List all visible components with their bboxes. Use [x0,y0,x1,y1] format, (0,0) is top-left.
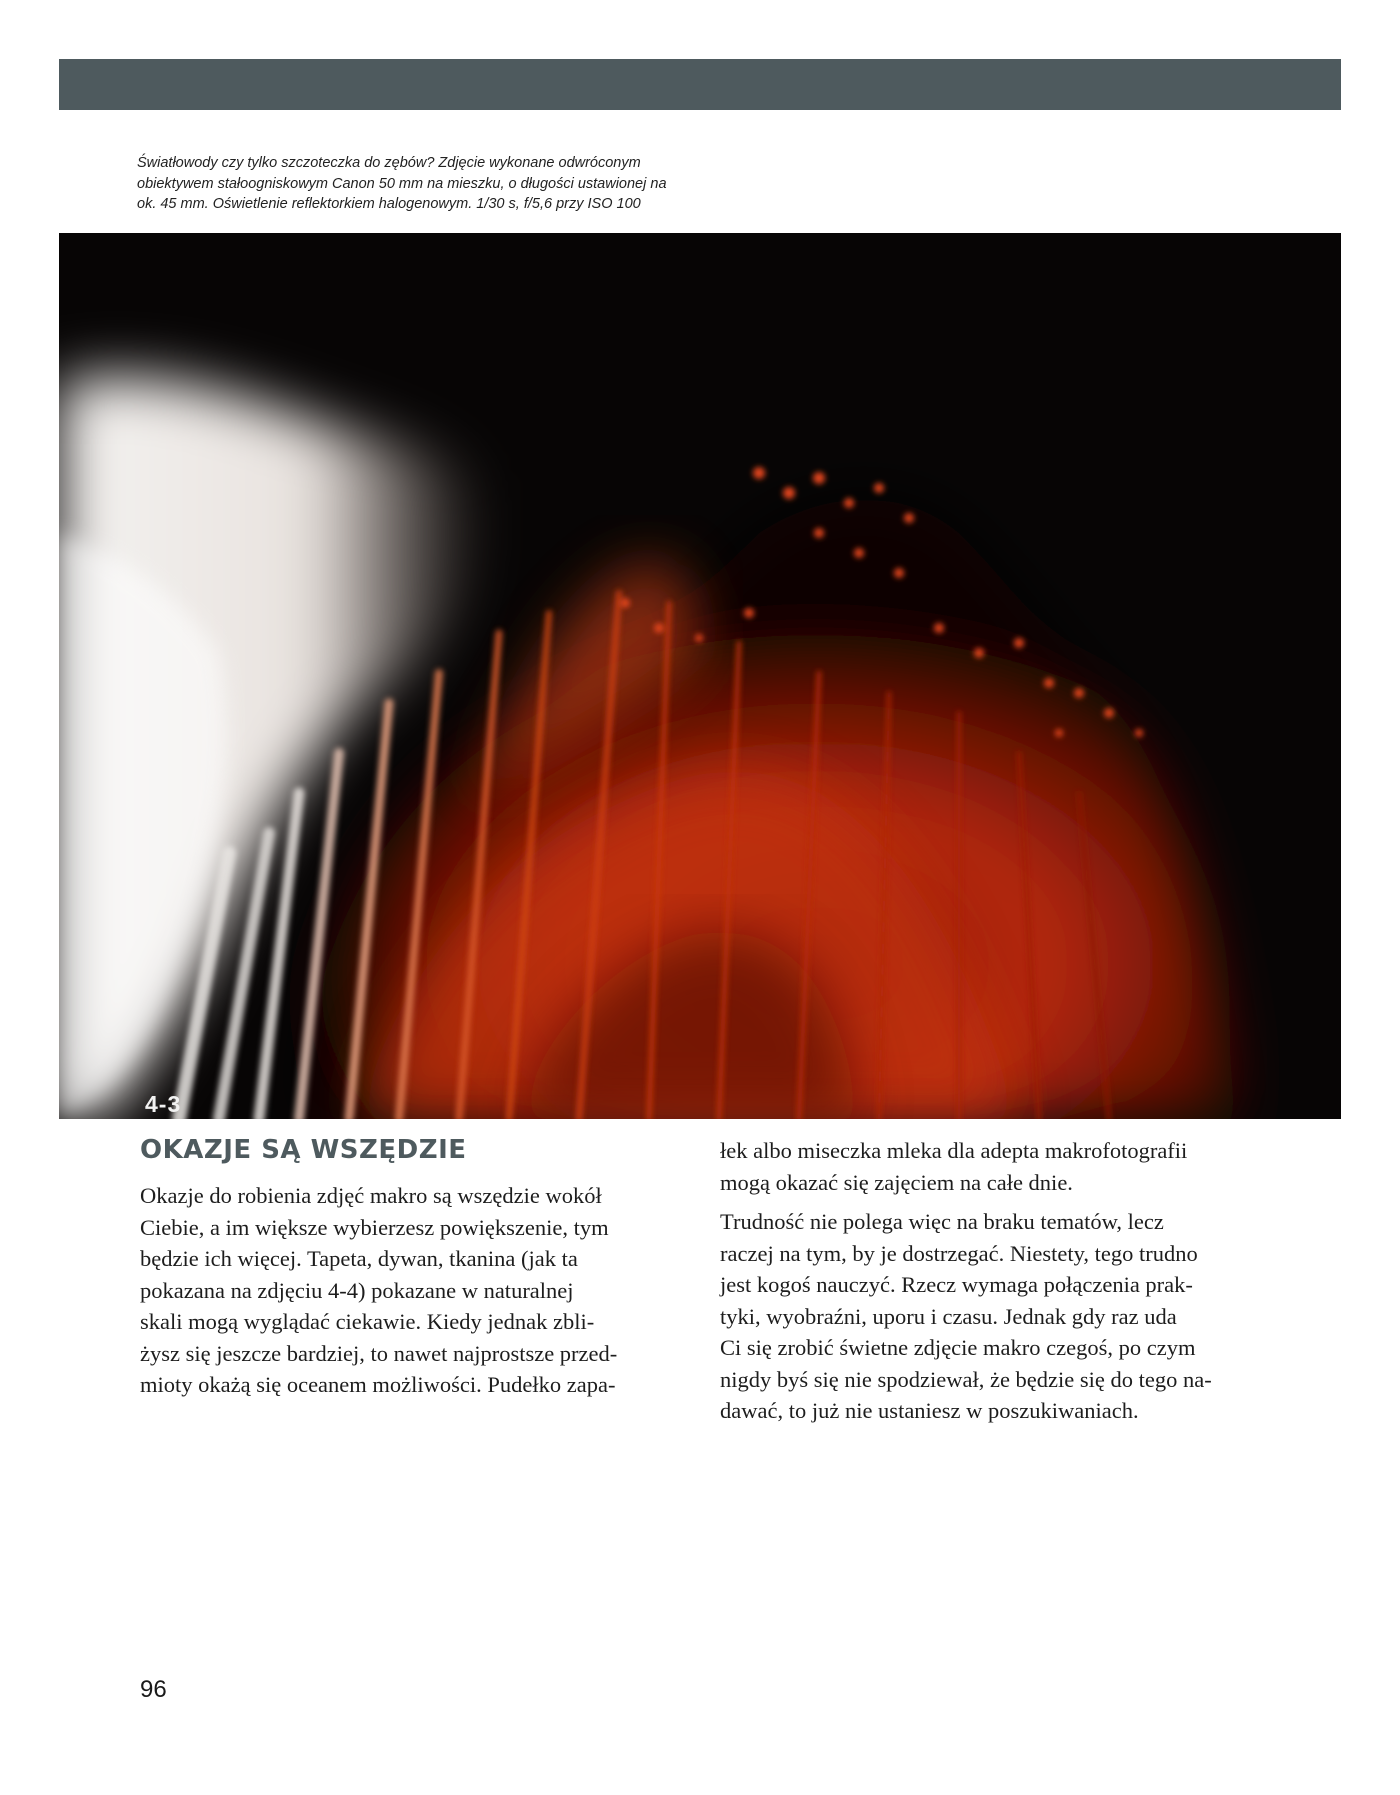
right-text-column [720,1135,1265,1427]
body-text-line: Trudność nie polega więc na braku tematów, lecz [720,1209,1164,1234]
section-heading: OKAZJE SĄ WSZĘDZIE [140,1135,467,1165]
caption-line: ok. 45 mm. Oświetlenie reflektorkiem halogenowym. 1/30 s, f/5,6 przy ISO 100 [137,196,641,212]
body-text-line: skali mogą wyglądać ciekawie. Kiedy jednak zbli- [140,1309,595,1334]
caption-line: Światłowody czy tylko szczoteczka do zębów? Zdjęcie wykonane odwróconym [137,155,641,171]
body-text-line: nigdy byś się nie spodziewał, że będzie się do tego na- [720,1366,1212,1392]
photo-illustration [59,233,1341,1119]
body-text-line: będzie ich więcej. Tapeta, dywan, tkanina (jak ta [140,1246,578,1271]
body-text-line: raczej na tym, by je dostrzegać. Niestety, tego trudno [720,1240,1198,1266]
body-text-line: Ciebie, a im większe wybierzesz powiększenie, tym [140,1214,609,1240]
body-text-line: Ci się zrobić świetne zdjęcie makro czegoś, po czym [720,1335,1196,1360]
body-text-line: Okazje do robienia zdjęć makro są wszędzie wokół [140,1183,602,1208]
body-text-line: dawać, to już nie ustaniesz w poszukiwaniach. [720,1398,1139,1423]
figure-caption [137,153,727,215]
header-bar [59,59,1341,110]
caption-line: obiektywem stałoogniskowym Canon 50 mm na mieszku, o długości ustawionej na [137,175,667,192]
body-text-line: żysz się jeszcze bardziej, to nawet najprostsze przed- [140,1340,618,1366]
body-text-line: mogą okazać się zajęciem na całe dnie. [720,1169,1073,1195]
body-text-line: pokazana na zdjęciu 4-4) pokazane w naturalnej [140,1277,574,1303]
body-text-line: mioty okażą się oceanem możliwości. Pudełko zapa- [140,1372,616,1397]
body-text-line: jest kogoś nauczyć. Rzecz wymaga połączenia prak- [720,1272,1193,1297]
page-number: 96 [140,1676,167,1703]
left-text-column [140,1180,680,1401]
body-text-line: tyki, wyobraźni, uporu i czasu. Jednak gdy raz uda [720,1303,1177,1329]
macro-photo-toothbrush-bristles [59,233,1341,1119]
figure-number-label: 4-3 [145,1091,182,1117]
body-text-line: łek albo miseczka mleka dla adepta makrofotografii [720,1138,1188,1163]
